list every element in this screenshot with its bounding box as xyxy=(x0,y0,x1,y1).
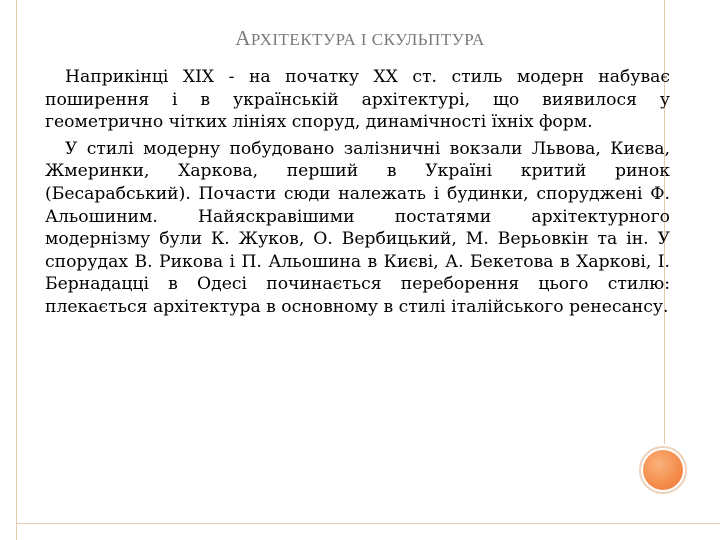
slide-title xyxy=(0,26,720,51)
paragraph-1: Наприкінці XIX - на початку XX ст. стиль модерн набуває поширення і в українській архітектурі, що виявилося у геометрично чітких лініях споруд, динамічності їхніх форм. xyxy=(45,67,670,133)
orange-circle-icon xyxy=(643,450,683,490)
bottom-border-line xyxy=(16,523,720,524)
paragraph-2: У стилі модерну побудовано залізничні вокзали Львова, Києва, Жмеринки, Харкова, перший в Україні критий ринок (Бесарабський). Почасти сюди належать і будинки, споруджені Ф. Альошиним. Найяскравішими постатями архітектурного модернізму були К. Жуков, О. Вербицький, М. Верьовкін та ін. У спорудах В. Рикова і П. Альошина в Києві, А. Бекетова в Харкові, І. Бернадацці в Одесі починається переборення цього стилю: плекається архітектура в основному в стилі італійського ренесансу. xyxy=(45,138,670,317)
slide-body xyxy=(45,66,670,319)
left-border-line xyxy=(16,0,17,540)
slide-title-rest: РХІТЕКТУРА І СКУЛЬПТУРА xyxy=(250,30,485,49)
slide-title-initial: А xyxy=(235,26,251,50)
